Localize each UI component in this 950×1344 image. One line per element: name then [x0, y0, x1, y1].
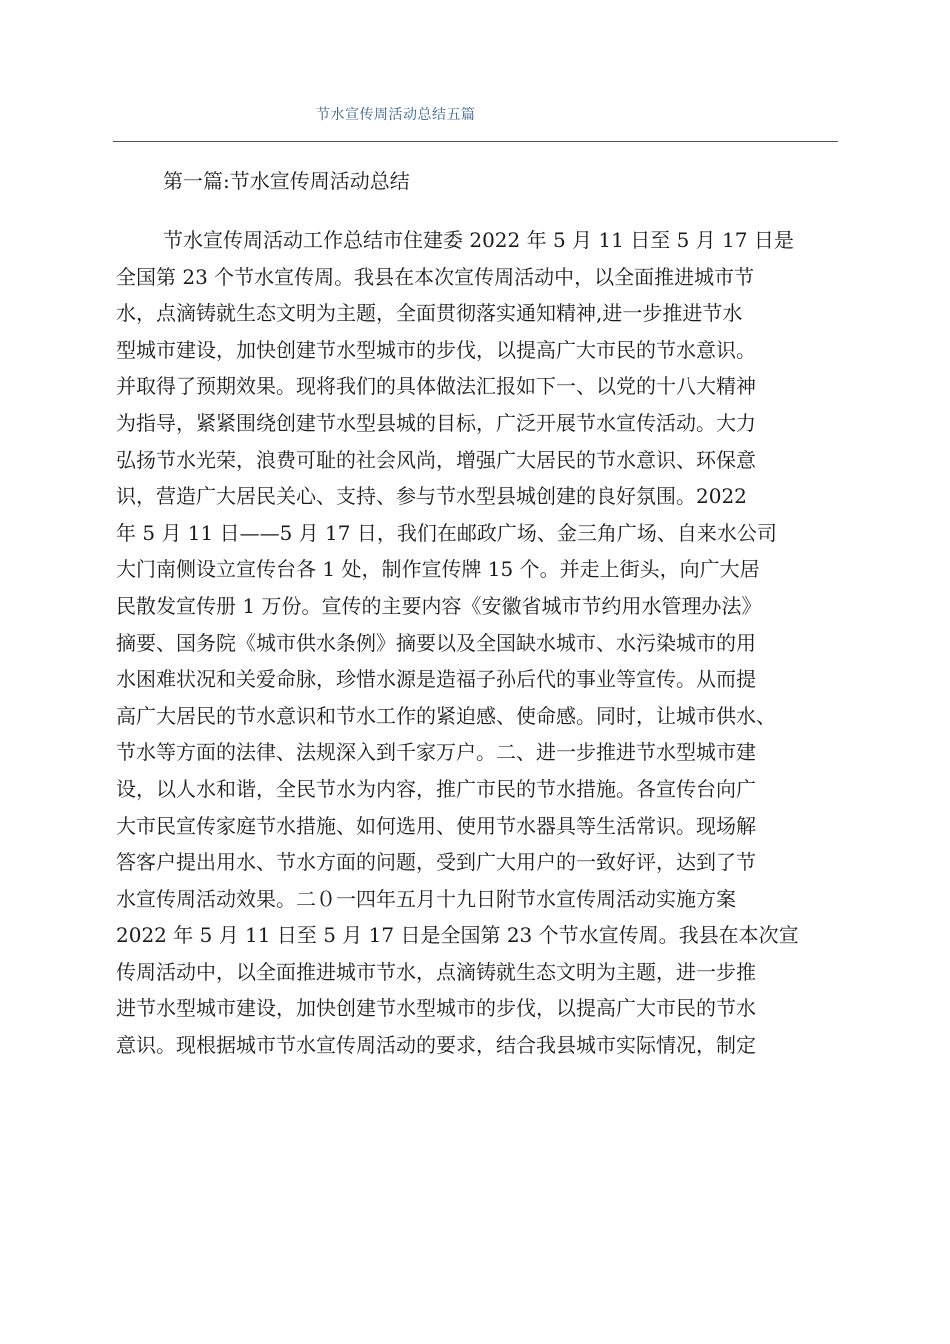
body-line: 意识。现根据城市节水宣传周活动的要求，结合我县城市实际情况，制定 [116, 1033, 756, 1058]
body-line: 民散发宣传册 1 万份。宣传的主要内容《安徽省城市节约用水管理办法》 [116, 593, 762, 618]
body-line: 水，点滴铸就生态文明为主题，全面贯彻落实通知精神,进一步推进节水 [116, 301, 743, 326]
body-line: 摘要、国务院《城市供水条例》摘要以及全国缺水城市、水污染城市的用 [116, 630, 756, 655]
body-line: 答客户提出用水、节水方面的问题，受到广大用户的一致好评，达到了节 [116, 850, 756, 875]
body-line: 节水宣传周活动工作总结市住建委 2022 年 5 月 11 日至 5 月 17 日是 [163, 228, 794, 252]
body-text [116, 222, 836, 1064]
section-heading: 第一篇:节水宣传周活动总结 [163, 169, 410, 193]
body-line: 传周活动中，以全面推进城市节水，点滴铸就生态文明为主题，进一步推 [116, 959, 756, 984]
body-line: 全国第 23 个节水宣传周。我县在本次宣传周活动中，以全面推进城市节 [116, 264, 755, 289]
body-line: 水宣传周活动效果。二０一四年五月十九日附节水宣传周活动实施方案 [116, 886, 736, 911]
body-line: 节水等方面的法律、法规深入到千家万户。二、进一步推进节水型城市建 [116, 740, 756, 765]
body-line: 大门南侧设立宣传台各 1 处，制作宣传牌 15 个。并走上街头，向广大居 [116, 557, 760, 582]
body-line: 水困难状况和关爱命脉，珍惜水源是造福子孙后代的事业等宣传。从而提 [116, 667, 756, 692]
body-line: 弘扬节水光荣，浪费可耻的社会风尚，增强广大居民的节水意识、环保意 [116, 447, 756, 472]
body-line: 2022 年 5 月 11 日至 5 月 17 日是全国第 23 个节水宣传周。我县在本次宣 [116, 923, 799, 948]
body-line: 进节水型城市建设，加快创建节水型城市的步伐，以提高广大市民的节水 [116, 996, 756, 1021]
body-line: 大市民宣传家庭节水措施、如何选用、使用节水器具等生活常识。现场解 [116, 813, 756, 838]
body-line: 并取得了预期效果。现将我们的具体做法汇报如下一、以党的十八大精神 [116, 374, 756, 399]
running-header: 节水宣传周活动总结五篇 [316, 107, 476, 123]
body-line: 年 5 月 11 日——5 月 17 日，我们在邮政广场、金三角广场、自来水公司 [116, 520, 777, 545]
body-line: 为指导，紧紧围绕创建节水型县城的目标，广泛开展节水宣传活动。大力 [116, 410, 756, 435]
header-divider [113, 141, 838, 142]
body-line: 设，以人水和谐，全民节水为内容，推广市民的节水措施。各宣传台向广 [116, 776, 756, 801]
body-line: 型城市建设，加快创建节水型城市的步伐，以提高广大市民的节水意识。 [116, 337, 756, 362]
body-line: 高广大居民的节水意识和节水工作的紧迫感、使命感。同时，让城市供水、 [116, 703, 776, 728]
body-line: 识，营造广大居民关心、支持、参与节水型县城创建的良好氛围。2022 [116, 484, 747, 509]
